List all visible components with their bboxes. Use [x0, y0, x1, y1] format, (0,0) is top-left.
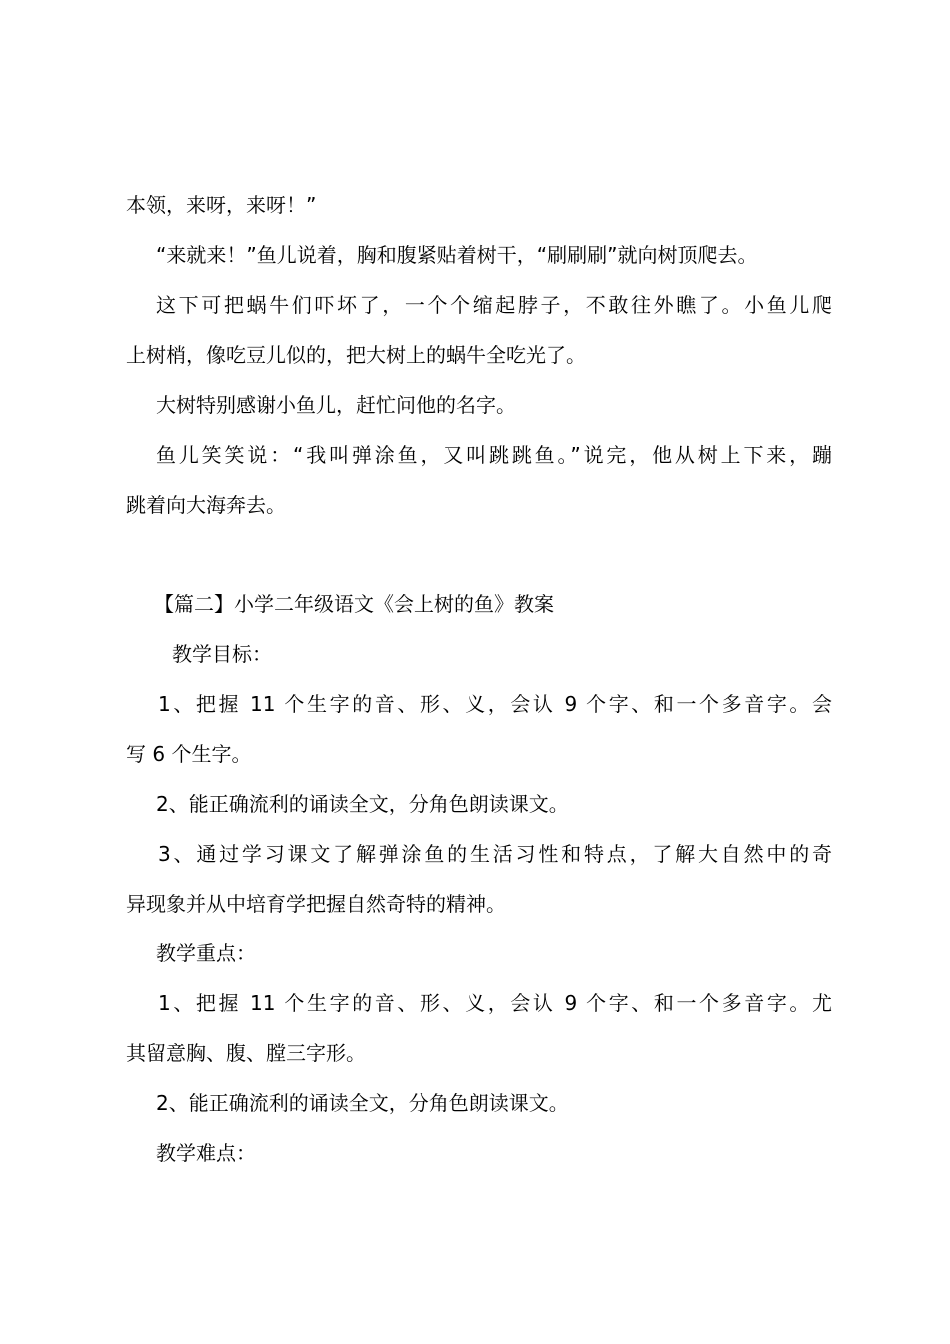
- section-heading: 【篇二】小学二年级语文《会上树的鱼》教案: [154, 592, 554, 616]
- story-line-2: “来就来！”鱼儿说着，胸和腹紧贴着树干，“刷刷刷”就向树顶爬去。: [156, 243, 758, 267]
- key-1-line-2: 其留意胸、腹、膛三字形。: [126, 1041, 366, 1065]
- goal-1-line-1: 1、把握 11 个生字的音、形、义，会认 9 个字、和一个多音字。会: [158, 692, 832, 716]
- key-2: 2、能正确流利的诵读全文，分角色朗读课文。: [156, 1091, 569, 1115]
- difficulties-label: 教学难点：: [156, 1141, 256, 1165]
- story-line-3: 这下可把蜗牛们吓坏了，一个个缩起脖子，不敢往外瞧了。小鱼儿爬: [156, 293, 832, 317]
- goal-1-line-2: 写 6 个生字。: [126, 742, 252, 766]
- key-points-label: 教学重点：: [156, 941, 256, 965]
- story-line-1: 本领，来呀，来呀！”: [126, 193, 317, 217]
- goals-label: 教学目标：: [172, 642, 272, 666]
- story-line-6: 鱼儿笑笑说：“我叫弹涂鱼，又叫跳跳鱼。”说完，他从树上下来，蹦: [156, 443, 832, 467]
- story-line-5: 大树特别感谢小鱼儿，赶忙问他的名字。: [156, 393, 516, 417]
- goal-2: 2、能正确流利的诵读全文，分角色朗读课文。: [156, 792, 569, 816]
- goal-3-line-2: 异现象并从中培育学把握自然奇特的精神。: [126, 892, 506, 916]
- story-line-7: 跳着向大海奔去。: [126, 493, 286, 517]
- key-1-line-1: 1、把握 11 个生字的音、形、义，会认 9 个字、和一个多音字。尤: [158, 991, 832, 1015]
- goal-3-line-1: 3、通过学习课文了解弹涂鱼的生活习性和特点，了解大自然中的奇: [158, 842, 832, 866]
- story-line-4: 上树梢，像吃豆儿似的，把大树上的蜗牛全吃光了。: [126, 343, 586, 367]
